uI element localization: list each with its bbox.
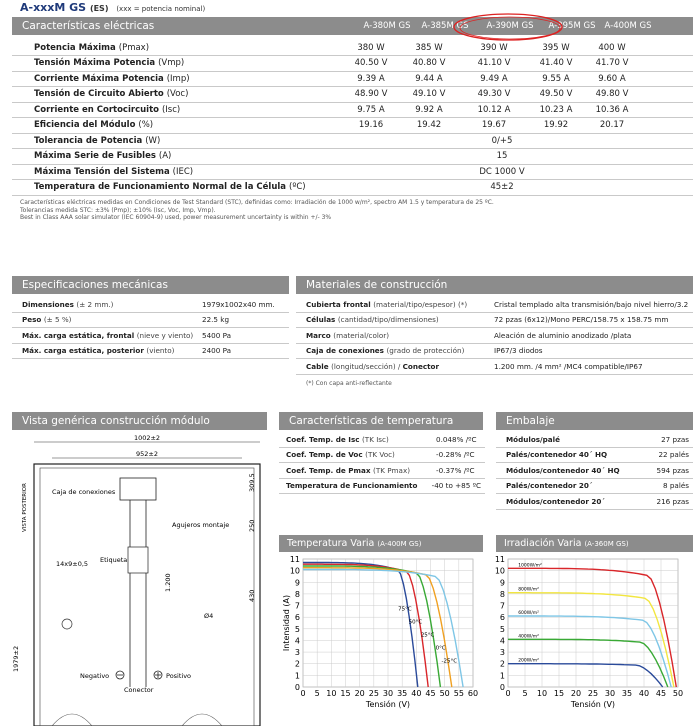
label-plate-label: Etiqueta <box>100 556 128 564</box>
x-tick-label: 50 <box>439 689 450 698</box>
value-cell: 9.60 A <box>582 71 642 87</box>
electrical-row <box>12 40 693 56</box>
row-label <box>506 481 646 490</box>
param-name: Coef. Temp. de Isc <box>286 434 360 444</box>
param-name: Máx. carga estática, posterior <box>22 346 144 356</box>
row-label <box>506 497 646 506</box>
height-label: 1979±2 <box>12 645 20 672</box>
y-tick-label: 11 <box>289 555 300 564</box>
model-col-1: A-385M GS <box>421 21 469 31</box>
param-name: Corriente en Cortocircuito <box>34 104 159 115</box>
drawing-header: Vista genérica construcción módulo <box>12 412 267 430</box>
x-tick-label: 40 <box>411 689 422 698</box>
param-name: Peso <box>22 315 42 325</box>
model-col-0: A-380M GS <box>363 21 411 31</box>
value-cell: 380 W <box>342 40 400 56</box>
row-value: 72 pzas (6x12)/Mono PERC/158.75 x 158.75 mm <box>494 315 669 325</box>
param-unit: (Isc) <box>161 104 181 115</box>
model-col-2: A-390M GS <box>486 21 534 31</box>
param-unit: (nieve y viento) <box>136 330 194 340</box>
param-name: Tensión de Circuito Abierto <box>34 89 164 100</box>
param-name: Tolerancia de Potencia <box>34 135 143 146</box>
y-tick-label: 10 <box>494 566 505 576</box>
value-cell: 385 W <box>400 40 458 56</box>
row-value: 594 pzas <box>656 465 689 475</box>
y-tick-label: 1 <box>294 671 300 681</box>
param-unit: (TK Voc) <box>365 450 395 460</box>
value-cell: 9.92 A <box>400 102 458 118</box>
row-label <box>506 450 646 459</box>
value-cell: 41.10 V <box>458 56 530 72</box>
x-tick-label: 30 <box>382 689 394 698</box>
row-value: -40 to +85 ºC <box>431 481 481 491</box>
param-name: Módulos/contenedor 20´ <box>506 496 606 506</box>
series-label: 75°C <box>398 606 412 613</box>
x-tick-label: 0 <box>300 689 306 698</box>
param-name: Cable <box>306 361 329 371</box>
value-cell: 0/+5 <box>342 133 642 149</box>
footnote-line: Best in Class AAA solar simulator (IEC 60904-9) used, power measurement uncertainty is within +/- 3% <box>20 214 332 221</box>
packaging-row <box>496 494 693 510</box>
materials-table <box>296 297 693 375</box>
value-cell: 19.16 <box>342 118 400 134</box>
electrical-row <box>12 149 693 165</box>
series-label: -25°C <box>441 658 458 665</box>
row-label <box>12 56 342 72</box>
value-cell: 48.90 V <box>342 87 400 103</box>
value-cell: 49.50 V <box>530 87 582 103</box>
row-label <box>12 133 342 149</box>
y-tick-label: 7 <box>294 601 300 611</box>
x-tick-label: 15 <box>553 689 565 698</box>
value-cell: 9.39 A <box>342 71 400 87</box>
row-value: 2400 Pa <box>202 346 231 356</box>
param-name: Tensión Máxima Potencia <box>34 58 156 69</box>
value-cell: 49.30 V <box>458 87 530 103</box>
param-name: Potencia Máxima <box>34 42 116 53</box>
packaging-header: Embalaje <box>496 412 693 430</box>
hole-diameter-label: Ø4 <box>204 612 214 620</box>
param-unit: (IEC) <box>172 166 194 177</box>
row-value: 5400 Pa <box>202 330 231 340</box>
packaging-row <box>496 479 693 495</box>
param-name: Temperatura de Funcionamiento <box>286 481 418 491</box>
param-name: Palés/contenedor 40´ HQ <box>506 450 608 460</box>
electrical-row <box>12 71 693 87</box>
y-tick-label: 4 <box>294 636 300 646</box>
value-cell: 395 W <box>530 40 582 56</box>
row-label <box>12 87 342 103</box>
series-label: 50°C <box>408 619 423 626</box>
chart-irradiance-title <box>496 535 693 552</box>
x-tick-label: 35 <box>397 689 408 698</box>
param-unit: (± 5 %) <box>43 315 72 325</box>
y-tick-label: 10 <box>289 566 300 576</box>
materials-note: (*) Con capa anti-reflectante <box>306 380 392 387</box>
param-name: Coef. Temp. de Pmax <box>286 465 371 475</box>
value-cell: 20.17 <box>582 118 642 134</box>
mechanical-row <box>12 313 289 329</box>
row-label <box>12 102 342 118</box>
y-tick-label: 7 <box>499 601 505 611</box>
row-label <box>22 346 202 355</box>
row-value: Aleación de aluminio anodizado /plata <box>494 330 632 340</box>
x-tick-label: 35 <box>621 689 633 698</box>
series-label: 600W/m² <box>518 611 539 617</box>
x-tick-label: 5 <box>522 689 528 698</box>
y-tick-label: 11 <box>494 555 505 564</box>
width-inner-label: 952±2 <box>136 450 158 458</box>
y-tick-label: 4 <box>499 636 505 646</box>
value-cell: 10.23 A <box>530 102 582 118</box>
param-name: Dimensiones <box>22 299 74 309</box>
mechanical-header: Especificaciones mecánicas <box>12 276 289 294</box>
materials-row <box>296 328 693 344</box>
electrical-row <box>12 56 693 72</box>
param-name: Eficiencia del Módulo <box>34 120 136 131</box>
param-unit: (Voc) <box>166 89 189 100</box>
y-tick-label: 5 <box>294 624 300 634</box>
packaging-table <box>496 432 693 510</box>
row-label <box>22 300 202 309</box>
row-value: 22 palés <box>658 450 689 460</box>
row-value: 216 pzas <box>656 496 689 506</box>
param-name: Palés/contenedor 20´ <box>506 481 593 491</box>
y-axis-label: Intensidad (A) <box>282 594 291 652</box>
param-unit: (ºC) <box>289 182 306 193</box>
param-name: Cubierta frontal <box>306 299 371 309</box>
value-cell: 19.42 <box>400 118 458 134</box>
value-cell: 19.67 <box>458 118 530 134</box>
temperature-table <box>279 432 485 494</box>
value-cell: 49.10 V <box>400 87 458 103</box>
param-name: Máxima Tensión del Sistema <box>34 166 170 177</box>
param-name: Coef. Temp. de Voc <box>286 450 363 460</box>
dim-430: 430 <box>248 589 256 602</box>
row-value: IP67/3 diodos <box>494 346 543 356</box>
x-tick-label: 45 <box>655 689 667 698</box>
param-unit: (viento) <box>146 346 175 356</box>
row-label <box>286 435 436 444</box>
row-label <box>22 331 202 340</box>
electrical-row <box>12 87 693 103</box>
y-tick-label: 9 <box>294 578 300 588</box>
param-unit: (material/tipo/espesor) (*) <box>373 299 468 309</box>
series-label: 200W/m² <box>518 658 539 664</box>
row-label <box>306 300 494 309</box>
row-label <box>286 481 432 490</box>
packaging-row <box>496 448 693 464</box>
chart-irradiance-name: Irradiación Varia <box>504 538 582 549</box>
chart-temperature-name: Temperatura Varia <box>287 538 375 549</box>
electrical-footnote <box>20 199 680 222</box>
row-label <box>12 118 342 134</box>
electrical-row <box>12 102 693 118</box>
chart-temperature <box>279 553 483 726</box>
param-name: Temperatura de Funcionamiento Normal de la Célula <box>34 182 287 193</box>
mechanical-row <box>12 328 289 344</box>
value-cell: 9.75 A <box>342 102 400 118</box>
x-tick-label: 20 <box>570 689 582 698</box>
electrical-title: Características eléctricas <box>22 20 155 32</box>
value-cell: DC 1000 V <box>342 164 642 180</box>
chart-irradiance-model: (A-360M GS) <box>584 539 629 548</box>
temperature-header: Características de temperatura <box>279 412 483 430</box>
cable-length-label: 1.200 <box>164 573 172 592</box>
junction-box-label: Caja de conexiones <box>52 488 116 496</box>
value-cell: 45±2 <box>342 180 642 196</box>
row-label <box>22 315 202 324</box>
param-name: Módulos/palé <box>506 434 560 444</box>
param-unit: (Pmax) <box>118 42 150 53</box>
module-drawing <box>12 432 270 726</box>
row-label <box>12 164 342 180</box>
value-cell: 41.40 V <box>530 56 582 72</box>
y-tick-label: 6 <box>499 613 505 623</box>
row-label <box>12 40 342 56</box>
row-label <box>286 450 436 459</box>
value-cell: 15 <box>342 149 642 165</box>
packaging-row <box>496 432 693 448</box>
x-tick-label: 60 <box>467 689 479 698</box>
param-unit: (W) <box>145 135 161 146</box>
row-label <box>506 466 646 475</box>
row-label <box>286 466 436 475</box>
model-note: (xxx = potencia nominal) <box>116 5 206 13</box>
param-unit: (cantidad/tipo/dimensiones) <box>337 315 439 325</box>
mount-holes-label: Agujeros montaje <box>172 521 230 529</box>
chart-temperature-model: (A-400M GS) <box>377 539 422 548</box>
electrical-row <box>12 164 693 180</box>
row-label <box>12 71 342 87</box>
row-value: Cristal templado alta transmisión/bajo nivel hierro/3.2 <box>494 299 689 309</box>
chart-temperature-title <box>279 535 483 552</box>
electrical-row <box>12 118 693 134</box>
temperature-row <box>279 448 485 464</box>
y-tick-label: 2 <box>499 659 505 669</box>
param-unit: (Imp) <box>166 73 190 84</box>
temperature-row <box>279 463 485 479</box>
param-name: Corriente Máxima Potencia <box>34 73 164 84</box>
param-unit: (TK Pmax) <box>373 465 411 475</box>
x-tick-label: 30 <box>604 689 616 698</box>
ground-icon <box>62 619 72 629</box>
param-unit: (Vmp) <box>158 58 185 69</box>
x-tick-label: 15 <box>340 689 351 698</box>
row-label <box>306 315 494 324</box>
y-tick-label: 6 <box>294 613 300 623</box>
y-tick-label: 0 <box>294 683 300 692</box>
param-unit: (A) <box>158 151 172 162</box>
param-unit: (grado de protección) <box>386 346 465 356</box>
product-title <box>20 1 205 14</box>
temperature-row <box>279 432 485 448</box>
series-label: 400W/m² <box>518 634 539 640</box>
dim-250: 250 <box>248 519 256 532</box>
y-tick-label: 8 <box>499 589 505 599</box>
row-label <box>506 435 646 444</box>
row-value: 1979x1002x40 mm. <box>202 299 275 309</box>
x-tick-label: 10 <box>326 689 337 698</box>
y-tick-label: 3 <box>499 648 505 658</box>
y-tick-label: 2 <box>294 659 300 669</box>
x-tick-label: 55 <box>453 689 464 698</box>
row-value: -0.37% /ºC <box>436 465 475 475</box>
x-tick-label: 5 <box>314 689 320 698</box>
mechanical-row <box>12 297 289 313</box>
mechanical-row <box>12 344 289 360</box>
x-tick-label: 45 <box>425 689 436 698</box>
chart-irradiance <box>496 553 693 726</box>
value-cell: 10.36 A <box>582 102 642 118</box>
x-axis-label: Tensión (V) <box>365 700 411 709</box>
series-label: 25°C <box>420 632 435 639</box>
value-cell: 49.80 V <box>582 87 642 103</box>
value-cell: 9.44 A <box>400 71 458 87</box>
value-cell: 40.50 V <box>342 56 400 72</box>
y-tick-label: 8 <box>294 589 300 599</box>
value-cell: 19.92 <box>530 118 582 134</box>
value-cell: 9.55 A <box>530 71 582 87</box>
param-name: Células <box>306 315 336 325</box>
row-value: 1.200 mm. /4 mm² /MC4 compatible/IP67 <box>494 361 643 371</box>
row-value: 22.5 kg <box>202 315 230 325</box>
param-unit: (TK Isc) <box>362 434 389 444</box>
y-tick-label: 0 <box>499 683 505 692</box>
x-tick-label: 40 <box>638 689 650 698</box>
param-name: Máx. carga estática, frontal <box>22 330 135 340</box>
row-label <box>12 149 342 165</box>
param-unit: (longitud/sección) / <box>331 361 403 371</box>
x-tick-label: 20 <box>354 689 365 698</box>
param-unit: (%) <box>138 120 154 131</box>
footnote-line: Características eléctricas medidas en Condiciones de Test Standard (STC), definidas como: Irradiación de 1000 w/m², spectro AM 1.5 y temperatura de 25 ºC. <box>20 199 494 206</box>
value-cell: 40.80 V <box>400 56 458 72</box>
value-cell: 41.70 V <box>582 56 642 72</box>
row-value: 8 palés <box>663 481 689 491</box>
row-value: -0.28% /ºC <box>436 450 475 460</box>
model-col-3: A-395M GS <box>548 21 596 31</box>
x-tick-label: 50 <box>672 689 684 698</box>
row-label <box>306 346 494 355</box>
footnote-line: Tolerancias medida STC: ±3% (Pmp); ±10% (Isc, Voc, Imp, Vmp). <box>20 206 216 214</box>
materials-row <box>296 344 693 360</box>
row-value: 0.048% /ºC <box>436 434 477 444</box>
param-name-2: Conector <box>402 361 440 371</box>
electrical-header <box>12 17 693 35</box>
materials-header: Materiales de construcción <box>296 276 693 294</box>
row-label <box>12 180 342 196</box>
negative-label: Negativo <box>80 672 110 680</box>
param-name: Marco <box>306 330 331 340</box>
model-col-4: A-400M GS <box>604 21 652 31</box>
param-name: Caja de conexiones <box>306 346 384 356</box>
series-label: 0°C <box>435 645 446 652</box>
param-unit: (± 2 mm.) <box>76 299 114 309</box>
value-cell: 10.12 A <box>458 102 530 118</box>
series-label: 1000W/m² <box>518 563 542 569</box>
x-tick-label: 25 <box>368 689 379 698</box>
electrical-table <box>12 40 693 196</box>
width-outer-label: 1002±2 <box>133 434 161 442</box>
electrical-row <box>12 133 693 149</box>
rear-view-label: VISTA POSTERIOR <box>22 483 28 532</box>
electrical-row <box>12 180 693 196</box>
y-tick-label: 5 <box>499 624 505 634</box>
x-tick-label: 25 <box>587 689 599 698</box>
x-tick-label: 0 <box>505 689 511 698</box>
junction-box <box>120 478 156 500</box>
series-label: 800W/m² <box>518 587 539 593</box>
hole-size-label: 14x9±0,5 <box>56 560 89 568</box>
value-cell: 390 W <box>458 40 530 56</box>
x-axis-label: Tensión (V) <box>570 700 616 709</box>
model-name: A-xxxM GS <box>20 1 87 14</box>
mechanical-table <box>12 297 289 359</box>
dim-309: 309,5 <box>248 473 256 492</box>
materials-row <box>296 297 693 313</box>
row-label <box>306 331 494 340</box>
materials-row <box>296 313 693 329</box>
connector-label: Conector <box>124 686 154 694</box>
language-code: (ES) <box>89 4 109 13</box>
y-tick-label: 1 <box>499 671 505 681</box>
param-name: Máxima Serie de Fusibles <box>34 151 156 162</box>
packaging-row <box>496 463 693 479</box>
param-name: Módulos/contenedor 40´ HQ <box>506 465 620 475</box>
materials-row <box>296 359 693 375</box>
y-tick-label: 9 <box>499 578 505 588</box>
value-cell: 400 W <box>582 40 642 56</box>
value-cell: 9.49 A <box>458 71 530 87</box>
label-plate <box>128 547 148 573</box>
x-tick-label: 10 <box>536 689 548 698</box>
row-value: 27 pzas <box>661 434 689 444</box>
param-unit: (material/color) <box>333 330 389 340</box>
row-label <box>306 362 494 371</box>
temperature-row <box>279 479 485 495</box>
positive-label: Positivo <box>166 672 192 680</box>
y-tick-label: 3 <box>294 648 300 658</box>
